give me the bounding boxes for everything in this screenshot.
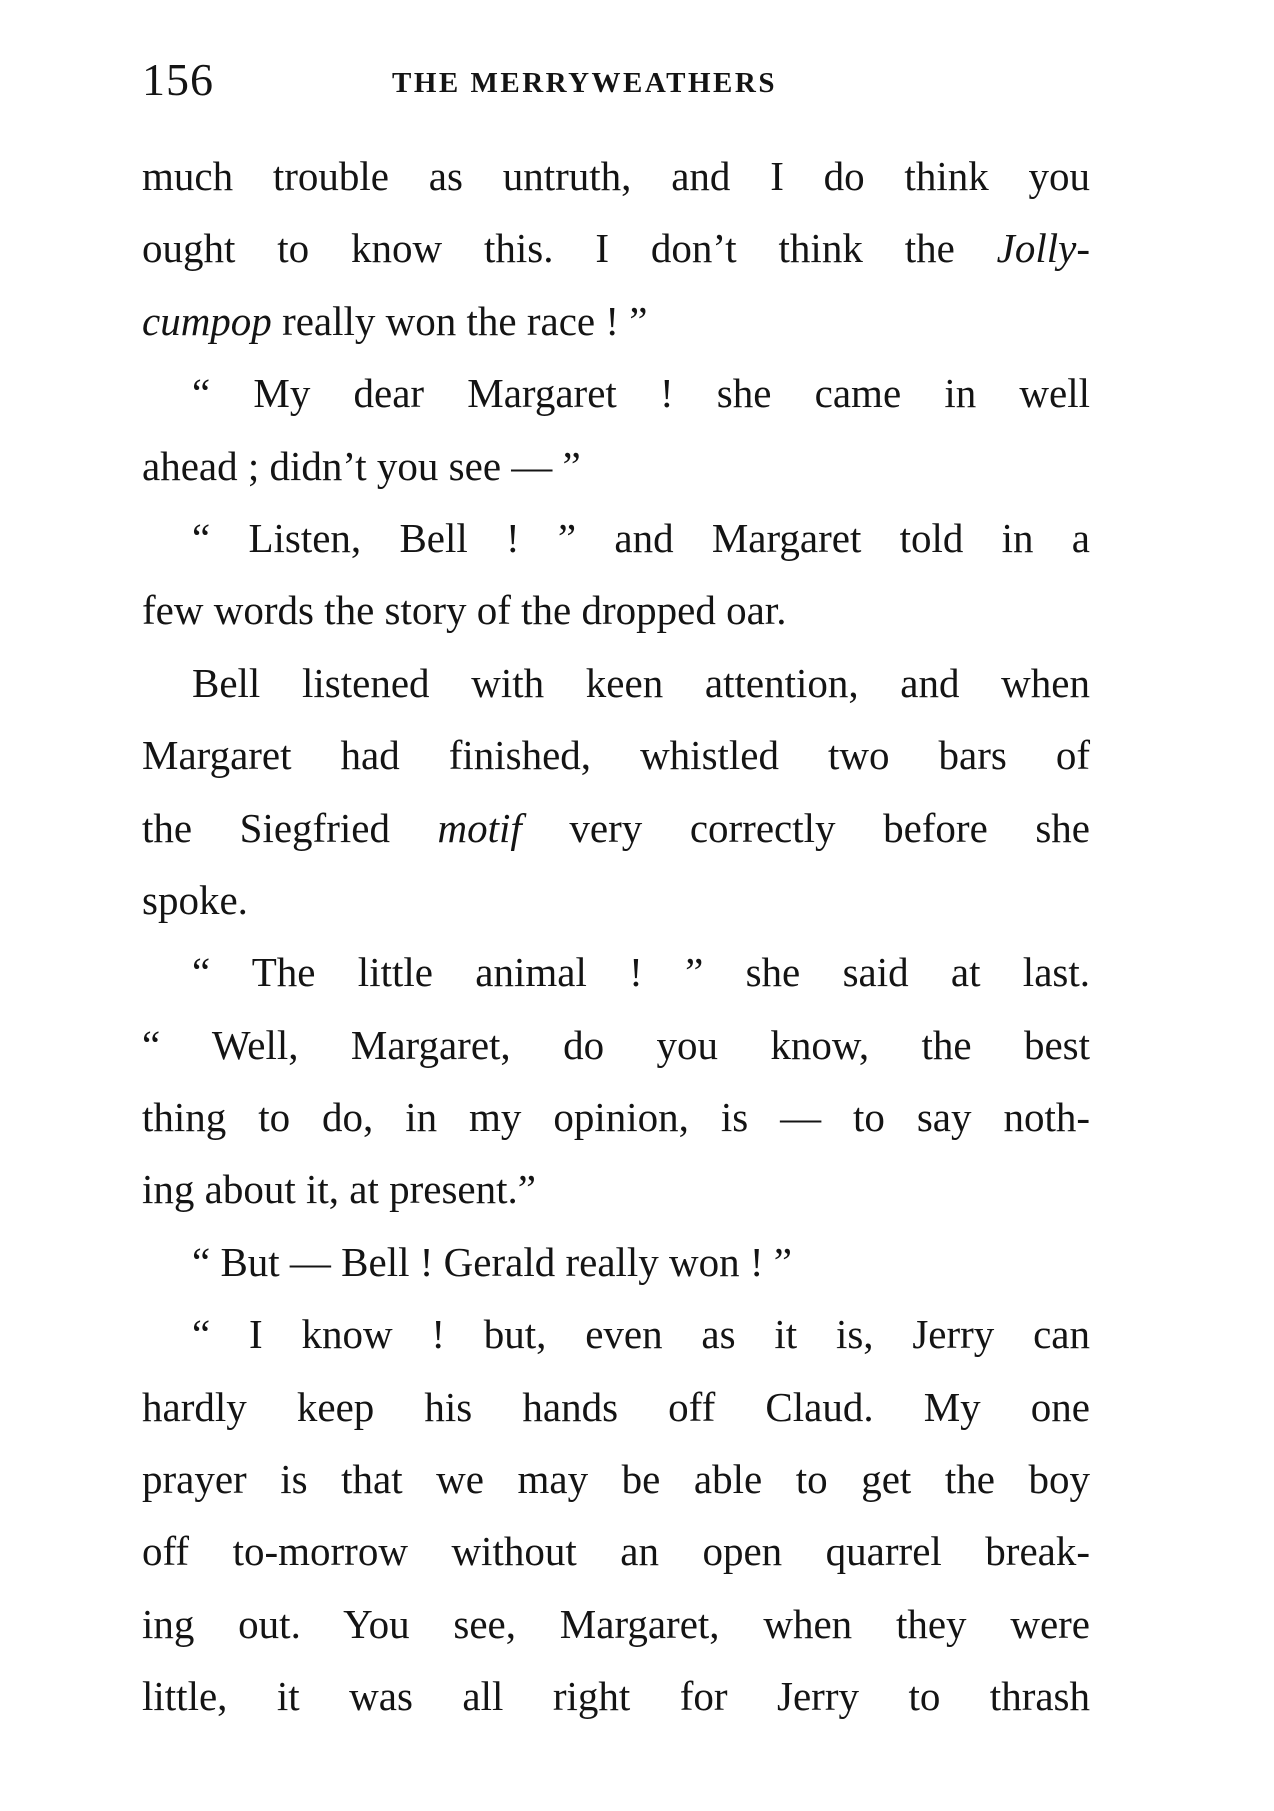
text-line: [142, 502, 1090, 574]
running-head: [142, 50, 1090, 110]
text-segment: spoke.: [142, 876, 248, 923]
text-line: [142, 1226, 1090, 1298]
body-text: [142, 140, 1090, 1733]
text-segment: very correctly before she: [521, 804, 1090, 851]
text-segment: hardly keep his hands off Claud. My one: [142, 1383, 1090, 1430]
text-line: [142, 1515, 1090, 1587]
text-segment: “ My dear Margaret ! she came in well: [192, 370, 1090, 417]
text-segment: Margaret had finished, whistled two bars of: [142, 732, 1090, 779]
text-segment: few words the story of the dropped oar.: [142, 587, 787, 634]
text-segment: ing out. You see, Margaret, when they were: [142, 1600, 1090, 1647]
text-line: [142, 1009, 1090, 1081]
text-segment: “ Listen, Bell ! ” and Margaret told in a: [192, 514, 1090, 561]
text-line: [142, 1371, 1090, 1443]
text-line: [142, 1153, 1090, 1225]
text-line: [142, 1298, 1090, 1370]
running-title: THE MERRYWEATHERS: [392, 67, 777, 99]
text-line: [142, 357, 1090, 429]
text-line: [142, 1588, 1090, 1660]
text-segment: ought to know this. I don’t think the: [142, 225, 997, 272]
text-segment: the Siegfried: [142, 804, 438, 851]
page-number: 156: [142, 54, 214, 105]
italic-text: Jolly-: [996, 225, 1090, 272]
text-line: [142, 719, 1090, 791]
text-line: [142, 285, 1090, 357]
text-segment: “ I know ! but, even as it is, Jerry can: [192, 1311, 1090, 1358]
text-segment: “ But — Bell ! Gerald really won ! ”: [192, 1238, 793, 1285]
text-line: [142, 1660, 1090, 1732]
italic-text: cumpop: [142, 297, 272, 344]
text-line: [142, 864, 1090, 936]
text-line: [142, 574, 1090, 646]
text-line: [142, 1443, 1090, 1515]
text-segment: much trouble as untruth, and I do think you: [142, 153, 1090, 199]
text-segment: prayer is that we may be able to get the boy: [142, 1456, 1090, 1503]
text-segment: ahead ; didn’t you see — ”: [142, 442, 581, 489]
text-line: [142, 430, 1090, 502]
text-line: [142, 647, 1090, 719]
text-line: [142, 1081, 1090, 1153]
text-segment: ing about it, at present.”: [142, 1166, 536, 1213]
text-line: [142, 936, 1090, 1008]
text-line: [142, 212, 1090, 284]
text-segment: off to-morrow without an open quarrel break-: [142, 1528, 1090, 1575]
text-segment: really won the race ! ”: [271, 297, 648, 344]
italic-text: motif: [437, 804, 522, 851]
text-segment: “ Well, Margaret, do you know, the best: [142, 1021, 1090, 1068]
text-segment: Bell listened with keen attention, and when: [192, 659, 1090, 706]
text-segment: little, it was all right for Jerry to thrash: [142, 1673, 1090, 1720]
text-line: [142, 140, 1090, 212]
text-segment: “ The little animal ! ” she said at last.: [192, 949, 1090, 996]
text-segment: thing to do, in my opinion, is — to say noth-: [142, 1094, 1090, 1141]
text-line: [142, 792, 1090, 864]
